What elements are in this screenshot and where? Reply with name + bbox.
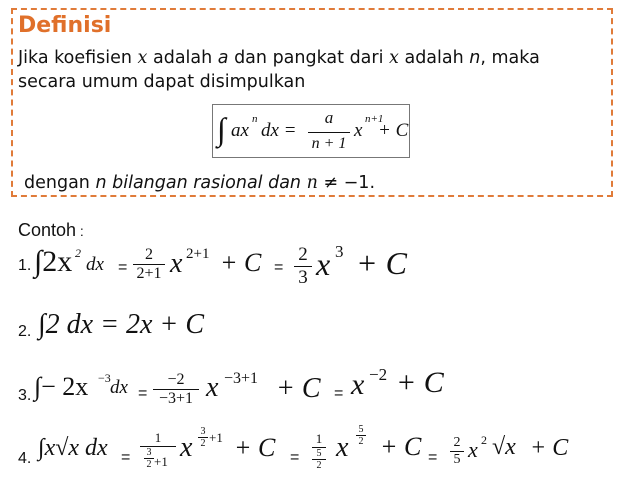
- def-var-a: a: [217, 48, 229, 68]
- example-4-frac3-den: 5: [453, 452, 461, 467]
- formula-box: [212, 104, 410, 158]
- example-3-lhs-exp: −3: [98, 371, 111, 385]
- example-1-frac1-num: 2: [145, 246, 153, 263]
- definition-text: [18, 46, 616, 94]
- def-footer-a: dengan: [24, 173, 96, 193]
- formula-integrand: ax: [231, 120, 249, 141]
- formula-dx: dx =: [261, 120, 297, 141]
- example-4-lhs: ∫x√x dx: [38, 435, 108, 461]
- example-4-frac2-num: 1: [315, 431, 323, 446]
- example-3-c1: + C: [276, 373, 321, 404]
- example-4-frac1-num: 1: [154, 430, 162, 445]
- def-line1-d: adalah: [398, 48, 470, 68]
- example-4-rhs-exp: 2: [481, 433, 487, 447]
- formula-x: x: [354, 120, 363, 141]
- example-3-lhs: ∫− 2x: [34, 372, 89, 401]
- example-1-frac1-den: 2+1: [136, 265, 162, 282]
- def-line1-b: adalah: [147, 48, 218, 68]
- def-var-x2: x: [389, 48, 399, 68]
- example-1-x2-exp: 3: [335, 242, 344, 261]
- example-1-frac2-den: 3: [298, 267, 308, 288]
- example-1-x1: x: [170, 248, 183, 279]
- formula-exp-n1: n+1: [365, 113, 384, 125]
- example-1-frac2: [294, 244, 312, 289]
- example-3-eq1: =: [138, 385, 148, 402]
- example-4-frac1-den-num: 3: [146, 447, 152, 458]
- examples-heading-text: Contoh: [18, 220, 77, 240]
- example-1-x1-exp: 2+1: [186, 246, 210, 262]
- example-4-c3: + C: [530, 435, 569, 461]
- formula-plus-c: + C: [378, 120, 409, 141]
- formula-integral: ∫: [217, 111, 226, 147]
- example-4-frac2-den-num: 5: [316, 448, 322, 459]
- example-2-expr: ∫2 dx = 2x + C: [38, 309, 204, 340]
- example-1-lhs-exp: 2: [75, 246, 81, 260]
- example-3-x2-exp: −2: [369, 365, 388, 384]
- example-1-eq1: =: [118, 259, 128, 276]
- formula-frac-bar: [308, 132, 350, 133]
- example-1-frac2-num: 2: [298, 244, 308, 265]
- example-1-x2: x: [316, 246, 331, 282]
- example-4-x1: x: [180, 432, 193, 463]
- examples-heading-colon: :: [76, 223, 84, 239]
- example-4-eq1: =: [121, 449, 131, 466]
- def-var-n: n: [469, 48, 481, 68]
- example-3-c2: + C: [396, 366, 444, 399]
- example-3-x2: x: [351, 368, 365, 401]
- example-3-frac1-num: −2: [167, 371, 185, 388]
- def-footer-b: n bilangan rasional dan: [95, 173, 307, 193]
- example-4-rhs-root: √x: [492, 434, 516, 460]
- example-1-c1: + C: [220, 248, 262, 277]
- example-3-frac1-den: −3+1: [158, 390, 194, 407]
- example-3-frac1: [153, 371, 199, 408]
- example-4-frac1: [140, 430, 176, 477]
- formula-frac-num: a: [324, 108, 334, 127]
- example-4-x1-exp-den: 2: [200, 438, 206, 449]
- example-4-frac2-den-den: 2: [316, 460, 322, 471]
- example-4-frac2-den: [312, 448, 326, 471]
- example-1-c2: + C: [356, 245, 407, 281]
- example-4-frac2: [312, 431, 326, 471]
- example-4-eq3: =: [428, 449, 438, 466]
- example-4-frac1-den-plus: +1: [154, 454, 168, 469]
- def-line1-c: dan pangkat dari: [228, 48, 390, 68]
- formula-frac-den: n + 1: [311, 135, 347, 152]
- example-4-c2: + C: [380, 432, 422, 461]
- def-line2: secara umum dapat disimpulkan: [18, 72, 306, 92]
- example-4-x1-exp-plus: +1: [209, 430, 223, 445]
- formula-exp-n: n: [252, 113, 258, 125]
- example-1-frac1: [133, 246, 165, 283]
- example-4-frac1-den-den: 2: [146, 459, 152, 470]
- example-4-eq2: =: [290, 449, 300, 466]
- example-4-x2-exp-den: 2: [358, 436, 364, 447]
- example-3-x1-exp: −3+1: [224, 370, 259, 387]
- example-4-frac3-num: 2: [453, 435, 461, 450]
- example-4-number: 4.: [18, 450, 32, 467]
- def-var-x: x: [137, 48, 148, 68]
- example-4-x2-exp-frac: [356, 424, 366, 447]
- definition-title: Definisi: [18, 13, 112, 38]
- example-1-lhs-dx: dx: [86, 254, 104, 275]
- example-2-number: 2.: [18, 323, 32, 340]
- def-line1-e: , maka: [480, 48, 540, 68]
- example-1-lhs: ∫2x: [34, 245, 73, 278]
- example-4-c1: + C: [234, 433, 276, 462]
- example-4-frac3: [450, 435, 464, 468]
- def-line1-a: Jika koefisien: [18, 48, 138, 68]
- example-4-rhs-x: x: [468, 437, 478, 462]
- definition-footer: [24, 173, 375, 193]
- example-4-frac1-den: [140, 447, 176, 477]
- example-3-x1: x: [206, 372, 219, 403]
- def-footer-d: ≠ −1.: [317, 173, 376, 193]
- example-4-x2: x: [336, 432, 349, 463]
- example-1-eq2: =: [274, 259, 284, 276]
- example-1-number: 1.: [18, 257, 32, 274]
- example-3-lhs-dx: dx: [110, 377, 128, 398]
- example-4-x2-exp-num: 5: [358, 424, 364, 435]
- example-4-x1-exp-frac: [198, 426, 208, 449]
- example-4-x1-exp-num: 3: [200, 426, 206, 437]
- example-3-eq2: =: [334, 385, 344, 402]
- example-3-number: 3.: [18, 387, 32, 404]
- examples-heading: [18, 220, 84, 241]
- def-footer-n: n: [306, 173, 318, 193]
